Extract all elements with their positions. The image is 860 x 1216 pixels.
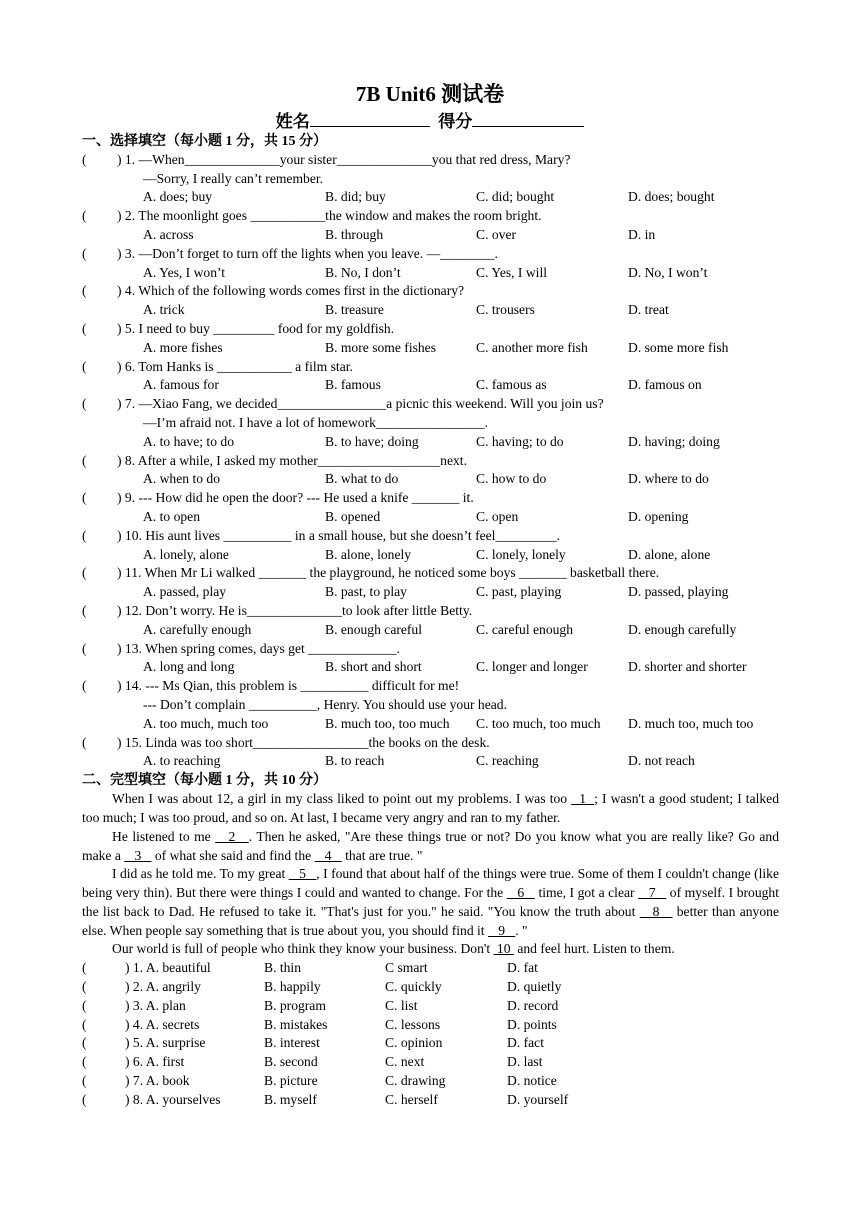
passage-text: of myself. I brought the list back to Dad. He refused to take it. "That's just for you." he said. "You know the truth about xyxy=(82,885,780,920)
question-text: ) 4. Which of the following words comes first in the dictionary? xyxy=(117,283,465,299)
option-c: C. opinion xyxy=(385,1035,443,1051)
question-line xyxy=(82,488,782,507)
passage-paragraph xyxy=(82,789,779,827)
option-a: A. long and long xyxy=(143,659,235,675)
question-text: --- Don’t complain __________, Henry. You should use your head. xyxy=(143,697,507,712)
text-line xyxy=(82,695,782,714)
passage-paragraph xyxy=(82,864,779,940)
question-text: ) 15. Linda was too short_________________the books on the desk. xyxy=(117,734,490,750)
cloze-options-line xyxy=(82,996,782,1015)
option-a: A. too much, much too xyxy=(143,715,269,731)
answer-paren[interactable]: ( xyxy=(82,321,87,336)
cloze-blank[interactable]: 2 xyxy=(215,828,249,844)
option-d: D. fact xyxy=(507,1035,544,1051)
option-c: C. too much, too much xyxy=(476,715,601,731)
options-line xyxy=(82,751,782,770)
question-line xyxy=(82,281,782,300)
option-c: C. drawing xyxy=(385,1073,446,1088)
option-b: B. through xyxy=(325,227,384,242)
question-text: —I’m afraid not. I have a lot of homework________________. xyxy=(143,415,489,430)
option-b: B. happily xyxy=(264,979,321,994)
score-label: 得分 xyxy=(438,112,473,131)
options-line xyxy=(82,582,782,601)
text-line xyxy=(82,169,782,188)
option-b: B. enough careful xyxy=(325,621,423,637)
option-c: C. over xyxy=(476,227,517,242)
option-a: ) 8. A. yourselves xyxy=(125,1091,221,1107)
answer-paren[interactable]: ( xyxy=(82,208,87,224)
cloze-options-line xyxy=(82,1090,782,1109)
question-text: ) 10. His aunt lives __________ in a small house, but she doesn’t feel_________. xyxy=(117,527,561,543)
option-b: B. did; buy xyxy=(325,189,386,205)
cloze-blank[interactable]: 3 xyxy=(124,847,152,863)
cloze-options-line xyxy=(82,1052,782,1071)
option-a: A. does; buy xyxy=(143,189,213,205)
cloze-blank[interactable]: 1 xyxy=(571,791,595,806)
question-text: ) 12. Don’t worry. He is______________to look after little Betty. xyxy=(117,603,473,618)
option-d: D. not reach xyxy=(628,753,695,769)
question-line xyxy=(82,526,782,545)
option-a: ) 4. A. secrets xyxy=(125,1016,200,1032)
options-line xyxy=(82,375,782,394)
passage-text: Our world is full of people who think they know your business. Don't xyxy=(112,941,494,957)
passage-text: I did as he told me. To my great xyxy=(112,866,289,882)
question-text: ) 14. --- Ms Qian, this problem is __________ difficult for me! xyxy=(117,678,460,694)
option-b: B. myself xyxy=(264,1091,317,1107)
option-c: C. lonely, lonely xyxy=(476,546,566,562)
option-b: B. opened xyxy=(325,509,381,524)
option-d: D. yourself xyxy=(507,1091,569,1107)
question-text: ) 6. Tom Hanks is ___________ a film star. xyxy=(117,358,353,374)
option-c: C. famous as xyxy=(476,377,547,393)
options-line xyxy=(82,545,782,564)
option-d: D. alone, alone xyxy=(628,546,711,562)
option-b: B. more some fishes xyxy=(325,339,437,355)
option-a: A. carefully enough xyxy=(143,621,252,637)
option-a: ) 7. A. book xyxy=(125,1073,190,1088)
option-c: C. herself xyxy=(385,1091,438,1107)
answer-paren[interactable]: ( xyxy=(82,678,87,694)
answer-paren[interactable]: ( xyxy=(82,734,87,750)
option-a: A. more fishes xyxy=(143,339,223,355)
option-c: C smart xyxy=(385,960,428,976)
cloze-options-line xyxy=(82,977,782,996)
question-text: ) 3. —Don’t forget to turn off the lights when you leave. —________. xyxy=(117,245,498,261)
question-text: ) 2. The moonlight goes ___________the window and makes the room bright. xyxy=(117,208,542,224)
answer-paren[interactable]: ( xyxy=(82,1035,87,1051)
question-line xyxy=(82,150,782,169)
question-text: ) 5. I need to buy _________ food for my goldfish. xyxy=(117,321,395,336)
option-c: C. careful enough xyxy=(476,621,574,637)
text-line xyxy=(82,413,782,432)
name-label: 姓名 xyxy=(275,112,310,131)
option-b: B. alone, lonely xyxy=(325,546,412,562)
option-a: A. lonely, alone xyxy=(143,546,229,562)
name-field[interactable] xyxy=(310,109,430,127)
question-text: —Sorry, I really can’t remember. xyxy=(143,170,324,186)
option-c: C. list xyxy=(385,997,418,1013)
answer-paren[interactable]: ( xyxy=(82,960,87,976)
option-a: A. across xyxy=(143,227,194,242)
section-heading-text: 一、选择填空（每小题 1 分，共 15 分） xyxy=(82,134,327,149)
cloze-options-line xyxy=(82,1015,782,1034)
section-heading xyxy=(82,770,782,789)
option-c: C. another more fish xyxy=(476,339,588,355)
answer-paren[interactable]: ( xyxy=(82,1016,87,1032)
option-b: B. to have; doing xyxy=(325,433,419,449)
options-line xyxy=(82,300,782,319)
options-line xyxy=(82,657,782,676)
option-d: D. having; doing xyxy=(628,433,720,449)
option-d: D. last xyxy=(507,1054,543,1070)
answer-paren[interactable]: ( xyxy=(82,1073,87,1088)
option-c: C. open xyxy=(476,509,519,524)
question-text: ) 7. —Xiao Fang, we decided________________a picnic this weekend. Will you join us? xyxy=(117,396,604,412)
options-line xyxy=(82,714,782,733)
option-d: D. enough carefully xyxy=(628,621,737,637)
option-a: ) 1. A. beautiful xyxy=(125,960,211,976)
cloze-blank[interactable]: 10 xyxy=(493,941,514,957)
option-d: D. fat xyxy=(507,960,538,976)
option-b: B. famous xyxy=(325,377,381,393)
option-c: C. having; to do xyxy=(476,433,564,449)
answer-paren[interactable]: ( xyxy=(82,1054,87,1070)
question-text: ) 1. —When______________your sister______________you that red dress, Mary? xyxy=(117,151,571,167)
passage-paragraph xyxy=(82,827,779,865)
option-d: D. notice xyxy=(507,1073,557,1088)
passage-paragraph xyxy=(82,939,779,958)
option-a: A. passed, play xyxy=(143,584,227,600)
answer-paren[interactable]: ( xyxy=(82,245,87,261)
option-d: D. quietly xyxy=(507,979,562,994)
passage-text: time, I got a clear xyxy=(534,885,639,901)
question-text: ) 11. When Mr Li walked _______ the playground, he noticed some boys _______ basketball there. xyxy=(117,565,660,581)
options-line xyxy=(82,338,782,357)
option-d: D. treat xyxy=(628,302,669,318)
options-line xyxy=(82,620,782,639)
question-text: ) 8. After a while, I asked my mother__________________next. xyxy=(117,452,467,468)
option-b: B. interest xyxy=(264,1035,320,1051)
options-line xyxy=(82,507,782,526)
page-title: 7B Unit6 测试卷 xyxy=(355,82,505,106)
option-c: C. how to do xyxy=(476,471,547,487)
option-a: A. famous for xyxy=(143,377,219,393)
passage-text: ; I wasn't a good student; I talked too much; I was too proud, and so on. At last, I became very angry and ran to my father. xyxy=(82,791,780,825)
options-line xyxy=(82,263,782,282)
option-b: B. program xyxy=(264,997,326,1013)
option-c: C. Yes, I will xyxy=(476,264,548,280)
cloze-blank[interactable]: 8 xyxy=(639,904,673,920)
question-line xyxy=(82,206,782,225)
option-c: C. past, playing xyxy=(476,584,562,600)
question-line xyxy=(82,319,782,338)
option-c: C. did; bought xyxy=(476,189,555,205)
cloze-options-line xyxy=(82,958,782,977)
passage-text: of what she said and find the xyxy=(151,847,315,863)
option-b: B. No, I don’t xyxy=(325,264,401,280)
section-heading-text: 二、完型填空（每小题 1 分，共 10 分） xyxy=(82,773,327,789)
answer-paren[interactable]: ( xyxy=(82,283,87,299)
question-line xyxy=(82,601,782,620)
option-c: C. reaching xyxy=(476,753,539,769)
question-line xyxy=(82,676,782,695)
question-line xyxy=(82,451,782,470)
option-b: B. to reach xyxy=(325,753,385,769)
section-heading xyxy=(82,131,782,150)
options-line xyxy=(82,187,782,206)
option-c: C. next xyxy=(385,1054,425,1070)
question-text: ) 9. --- How did he open the door? --- He used a knife _______ it. xyxy=(117,490,474,506)
cloze-options-line xyxy=(82,1071,782,1090)
question-line xyxy=(82,357,782,376)
option-a: ) 6. A. first xyxy=(125,1054,185,1070)
answer-paren[interactable]: ( xyxy=(82,396,87,412)
option-b: B. second xyxy=(264,1054,318,1070)
question-text: ) 13. When spring comes, days get _____________. xyxy=(117,640,400,656)
options-line xyxy=(82,225,782,244)
options-line xyxy=(82,432,782,451)
passage-text: When I was about 12, a girl in my class liked to point out my problems. I was too xyxy=(112,791,572,806)
option-a: ) 2. A. angrily xyxy=(125,979,201,994)
option-a: A. to reaching xyxy=(143,753,221,769)
cloze-blank[interactable]: 5 xyxy=(288,866,317,882)
options-line xyxy=(82,469,782,488)
cloze-blank[interactable]: 9 xyxy=(488,923,516,939)
question-line xyxy=(82,244,782,263)
option-d: D. No, I won’t xyxy=(628,264,708,280)
option-a: A. to have; to do xyxy=(143,433,234,449)
answer-paren[interactable]: ( xyxy=(82,151,87,167)
answer-paren[interactable]: ( xyxy=(82,979,87,994)
passage-text: that are true. " xyxy=(341,847,423,863)
answer-paren[interactable]: ( xyxy=(82,565,87,581)
option-d: D. record xyxy=(507,997,559,1013)
cloze-blank[interactable]: 4 xyxy=(314,847,342,863)
cloze-blank[interactable]: 6 xyxy=(506,885,535,901)
cloze-options-line xyxy=(82,1033,782,1052)
option-c: C. longer and longer xyxy=(476,659,588,675)
passage-text: , I found that about half of the things were true. Some of them I couldn't change (like being very thin). But there were things I could and wanted to change. For the xyxy=(82,866,780,901)
passage-text: . Then he asked, "Are these things true or not? Do you know what you are really like? Go and make a xyxy=(82,828,779,863)
option-b: B. picture xyxy=(264,1073,318,1088)
passage-text: better than anyone else. When people say something that is true about you, you should find it xyxy=(82,904,779,939)
option-b: B. thin xyxy=(264,960,302,976)
option-d: D. opening xyxy=(628,509,689,524)
option-a: A. to open xyxy=(143,509,201,524)
answer-paren[interactable]: ( xyxy=(82,452,87,468)
option-d: D. does; bought xyxy=(628,189,715,205)
option-a: ) 3. A. plan xyxy=(125,997,186,1013)
option-b: B. treasure xyxy=(325,302,384,318)
question-line xyxy=(82,639,782,658)
option-d: D. where to do xyxy=(628,471,709,487)
cloze-blank[interactable]: 7 xyxy=(638,885,667,901)
option-c: C. lessons xyxy=(385,1016,441,1032)
option-d: D. much too, much too xyxy=(628,715,754,731)
question-line xyxy=(82,733,782,752)
option-d: D. points xyxy=(507,1016,557,1032)
answer-paren[interactable]: ( xyxy=(82,358,87,374)
option-b: B. what to do xyxy=(325,471,399,487)
option-a: A. trick xyxy=(143,302,185,318)
option-d: D. some more fish xyxy=(628,339,729,355)
passage-text: . " xyxy=(515,923,528,939)
option-a: ) 5. A. surprise xyxy=(125,1035,206,1051)
passage-text: and feel hurt. Listen to them. xyxy=(513,941,675,957)
score-field[interactable] xyxy=(472,109,584,127)
answer-paren[interactable]: ( xyxy=(82,490,87,506)
option-d: D. passed, playing xyxy=(628,584,729,600)
option-b: B. much too, too much xyxy=(325,715,450,731)
answer-paren[interactable]: ( xyxy=(82,527,87,543)
option-b: B. short and short xyxy=(325,659,422,675)
option-d: D. famous on xyxy=(628,377,702,393)
option-d: D. in xyxy=(628,227,656,242)
answer-paren[interactable]: ( xyxy=(82,640,87,656)
option-b: B. past, to play xyxy=(325,584,407,600)
option-a: A. Yes, I won’t xyxy=(143,264,226,280)
answer-paren[interactable]: ( xyxy=(82,603,87,618)
answer-paren[interactable]: ( xyxy=(82,997,87,1013)
question-line xyxy=(82,563,782,582)
option-b: B. mistakes xyxy=(264,1016,328,1032)
name-score-bar xyxy=(0,109,860,133)
option-c: C. trousers xyxy=(476,302,535,318)
question-line xyxy=(82,394,782,413)
answer-paren[interactable]: ( xyxy=(82,1091,87,1107)
option-a: A. when to do xyxy=(143,471,221,487)
passage-text: He listened to me xyxy=(112,828,216,844)
option-c: C. quickly xyxy=(385,979,442,994)
option-d: D. shorter and shorter xyxy=(628,659,747,675)
